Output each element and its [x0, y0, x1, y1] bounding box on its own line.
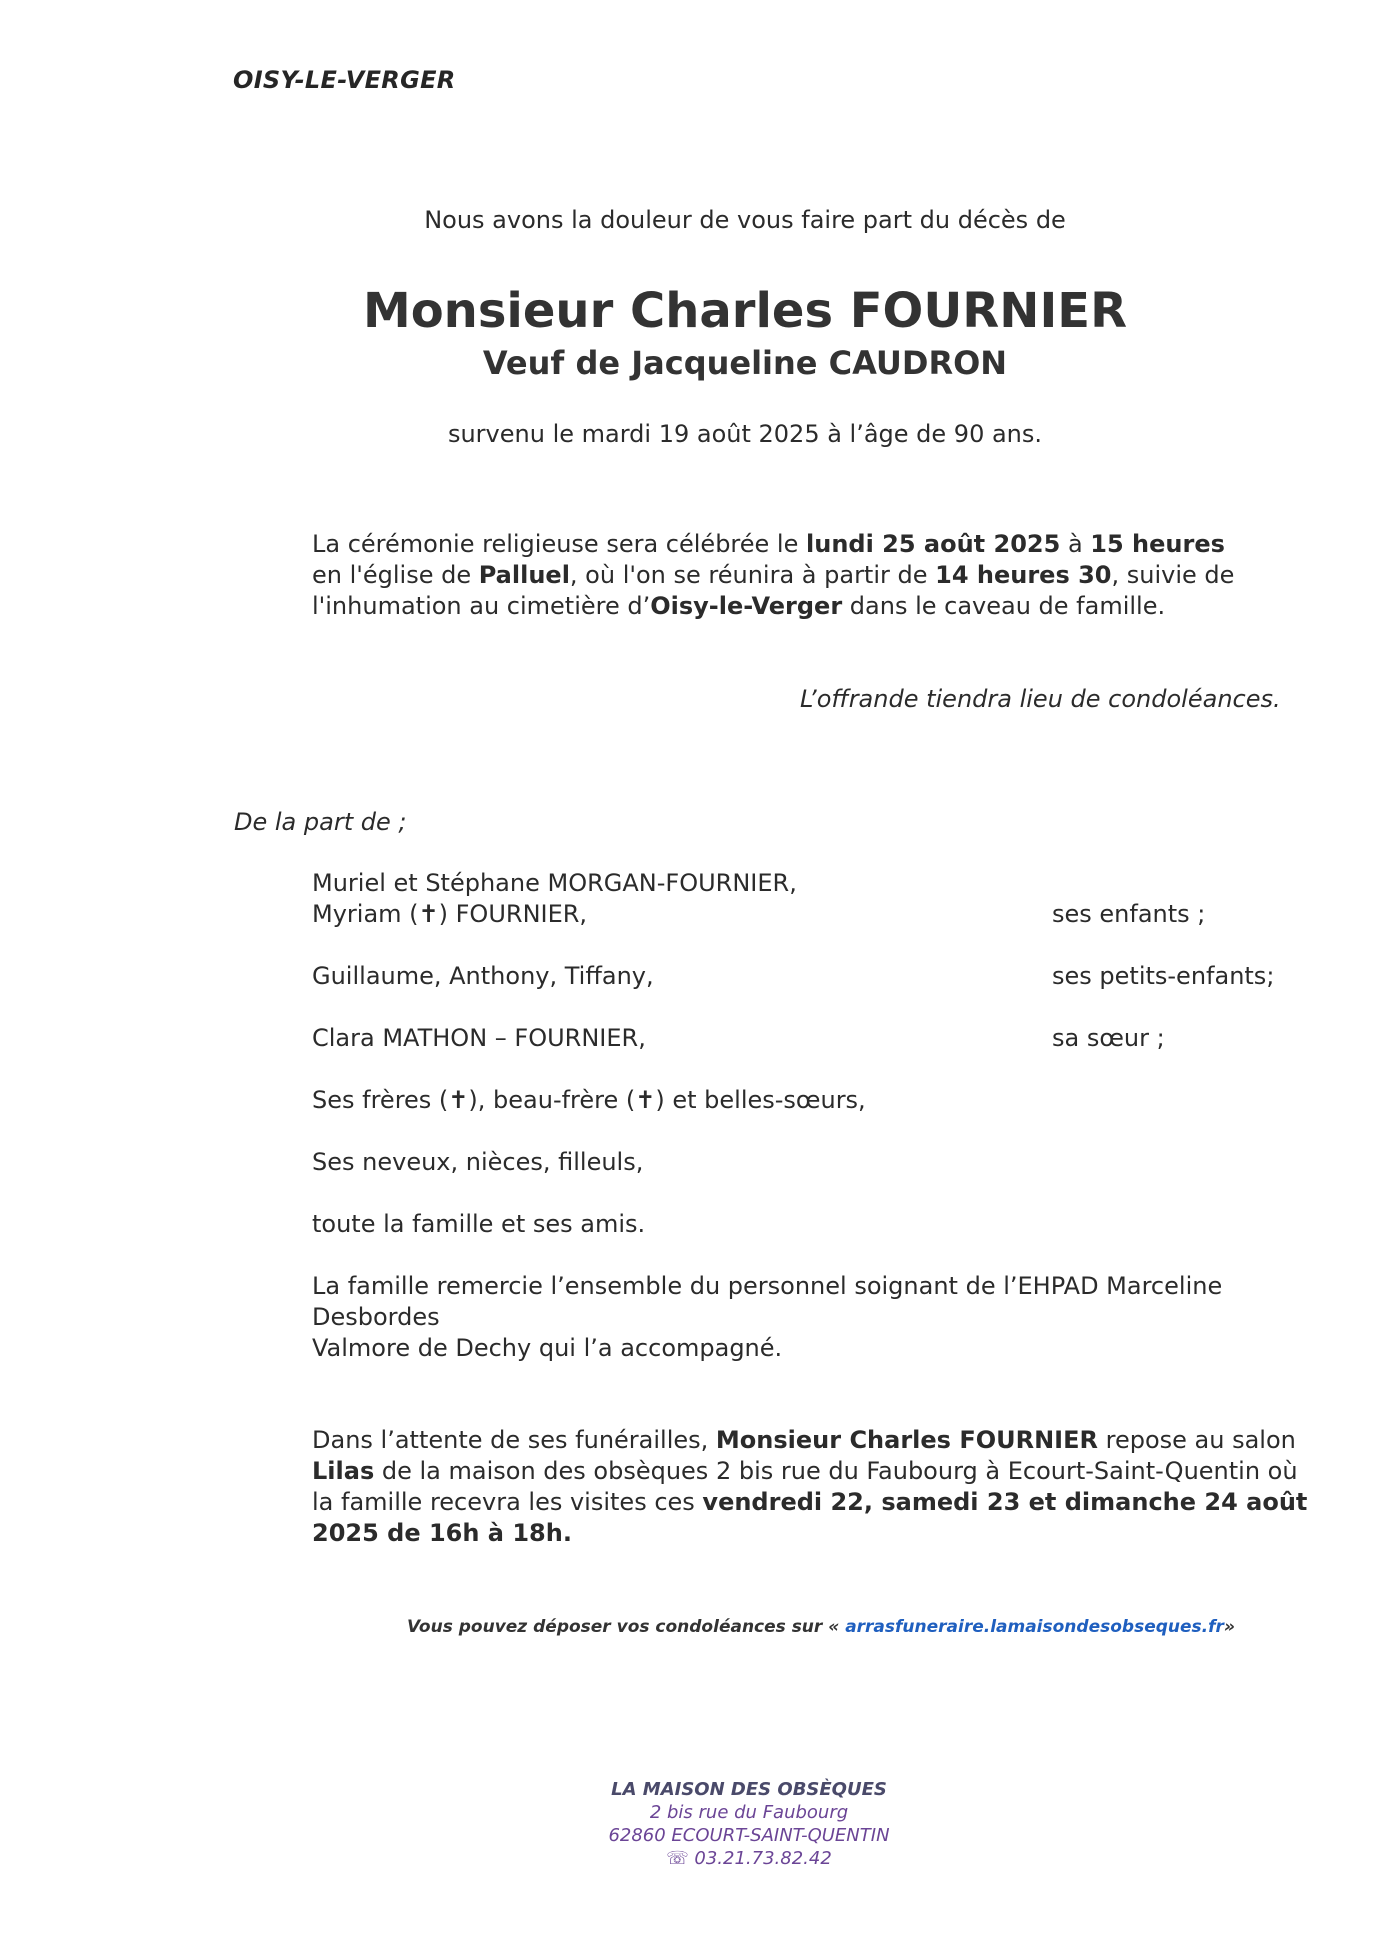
- ceremony-text: en l'église de: [312, 561, 479, 589]
- visitation-text: Dans l’attente de ses funérailles,: [312, 1426, 716, 1454]
- salon-name: Lilas: [312, 1457, 375, 1485]
- gathering-time: 14 heures 30: [935, 561, 1112, 589]
- condolences-suffix: »: [1223, 1617, 1235, 1637]
- ceremony-text: , où l'on se réunira à partir de: [569, 561, 936, 589]
- visit-hours: 2025 de 16h à 18h.: [312, 1519, 572, 1547]
- ceremony-date: lundi 25 août 2025: [806, 530, 1061, 558]
- visitation-paragraph: [312, 1425, 1342, 1549]
- ceremony-text: l'inhumation au cimetière d’: [312, 592, 651, 620]
- funeral-home-address: 2 bis rue du Faubourg: [649, 1802, 849, 1823]
- intro-text: Nous avons la douleur de vous faire part du décès de: [424, 206, 1066, 234]
- visitation-name: Monsieur Charles FOURNIER: [715, 1426, 1098, 1454]
- visitation-text: repose au salon: [1097, 1426, 1296, 1454]
- family-names: toute la famille et ses amis.: [312, 1210, 646, 1238]
- ceremony-church: Palluel: [478, 561, 570, 589]
- family-names: Ses neveux, nièces, filleuls,: [312, 1148, 644, 1176]
- family-names: Guillaume, Anthony, Tiffany,: [312, 962, 654, 990]
- condolences-prefix: Vous pouvez déposer vos condoléances sur «: [407, 1617, 846, 1637]
- family-names: Ses frères (✝), beau-frère (✝) et belles-sœurs,: [312, 1086, 866, 1114]
- ceremony-time: 15 heures: [1090, 530, 1225, 558]
- offrande-note: L’offrande tiendra lieu de condoléances.: [800, 685, 1281, 713]
- death-info: survenu le mardi 19 août 2025 à l’âge de 90 ans.: [447, 420, 1043, 448]
- cemetery-name: Oisy-le-Verger: [650, 592, 843, 620]
- family-relation: sa sœur ;: [1052, 1024, 1165, 1052]
- visit-days: vendredi 22, samedi 23 et dimanche 24 août: [702, 1488, 1308, 1516]
- family-relation: ses petits-enfants;: [1052, 962, 1275, 990]
- ceremony-text: dans le caveau de famille.: [842, 592, 1166, 620]
- family-names: Muriel et Stéphane MORGAN-FOURNIER,: [312, 869, 797, 897]
- from-label: De la part de ;: [234, 808, 407, 836]
- family-row: [312, 899, 1342, 930]
- family-row: [312, 1085, 1342, 1116]
- thanks-paragraph: [312, 1271, 1342, 1364]
- town-heading: OISY-LE-VERGER: [233, 66, 456, 94]
- thanks-line: Valmore de Dechy qui l’a accompagné.: [312, 1334, 783, 1362]
- ceremony-text: , suivie de: [1111, 561, 1235, 589]
- funeral-home-name: LA MAISON DES OBSÈQUES: [611, 1779, 887, 1800]
- family-row: [312, 961, 1342, 992]
- visitation-text: de la maison des obsèques 2 bis rue du Faubourg à Ecourt-Saint-Quentin où: [374, 1457, 1298, 1485]
- ceremony-text: La cérémonie religieuse sera célébrée le: [312, 530, 806, 558]
- funeral-home-phone: ☏ 03.21.73.82.42: [666, 1848, 832, 1869]
- family-row: [312, 1209, 1342, 1240]
- widow-of: Veuf de Jacqueline CAUDRON: [482, 344, 1008, 382]
- family-names: Myriam (✝) FOURNIER,: [312, 900, 588, 928]
- condolences-link[interactable]: arrasfuneraire.lamaisondesobseques.fr: [845, 1617, 1224, 1637]
- condolences-note: [407, 1617, 1235, 1637]
- deceased-name: Monsieur Charles FOURNIER: [362, 283, 1128, 339]
- ceremony-text: à: [1060, 530, 1091, 558]
- family-row: [312, 1147, 1342, 1178]
- thanks-line: La famille remercie l’ensemble du personnel soignant de l’EHPAD Marceline Desbordes: [312, 1272, 1223, 1331]
- family-row: [312, 1023, 1342, 1054]
- ceremony-paragraph: [312, 529, 1342, 622]
- funeral-home-city: 62860 ECOURT-SAINT-QUENTIN: [608, 1825, 890, 1846]
- family-row: [312, 868, 1342, 899]
- visitation-text: la famille recevra les visites ces: [312, 1488, 703, 1516]
- family-names: Clara MATHON – FOURNIER,: [312, 1024, 646, 1052]
- family-relation: ses enfants ;: [1052, 900, 1206, 928]
